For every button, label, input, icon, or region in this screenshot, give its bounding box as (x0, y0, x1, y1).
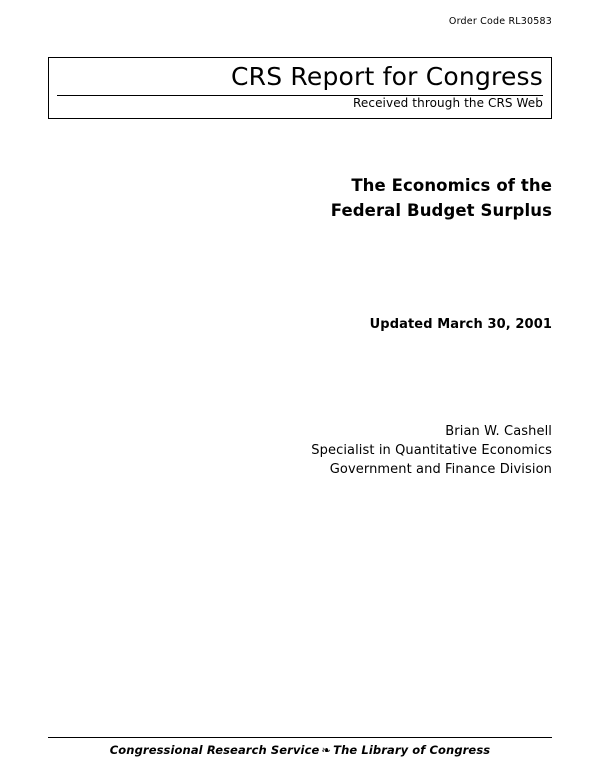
masthead-box (48, 57, 552, 119)
author-block (92, 422, 552, 479)
author-name: Brian W. Cashell (445, 424, 552, 439)
masthead-subtitle: Received through the CRS Web (353, 96, 543, 110)
footer-organization: Congressional Research Service (109, 743, 320, 757)
page-title (92, 173, 552, 223)
page-title-line-1: The Economics of the (351, 176, 552, 195)
footer-divider (48, 737, 552, 738)
footer (48, 743, 552, 757)
footer-library: The Library of Congress (333, 743, 491, 757)
author-role: Specialist in Quantitative Economics (311, 443, 552, 458)
crs-seal-icon: ❧ (321, 743, 332, 757)
order-code: Order Code RL30583 (448, 16, 552, 27)
masthead-title: CRS Report for Congress (230, 62, 543, 91)
page-title-line-2: Federal Budget Surplus (330, 201, 552, 220)
updated-date: Updated March 30, 2001 (369, 317, 552, 332)
author-division: Government and Finance Division (329, 462, 552, 477)
